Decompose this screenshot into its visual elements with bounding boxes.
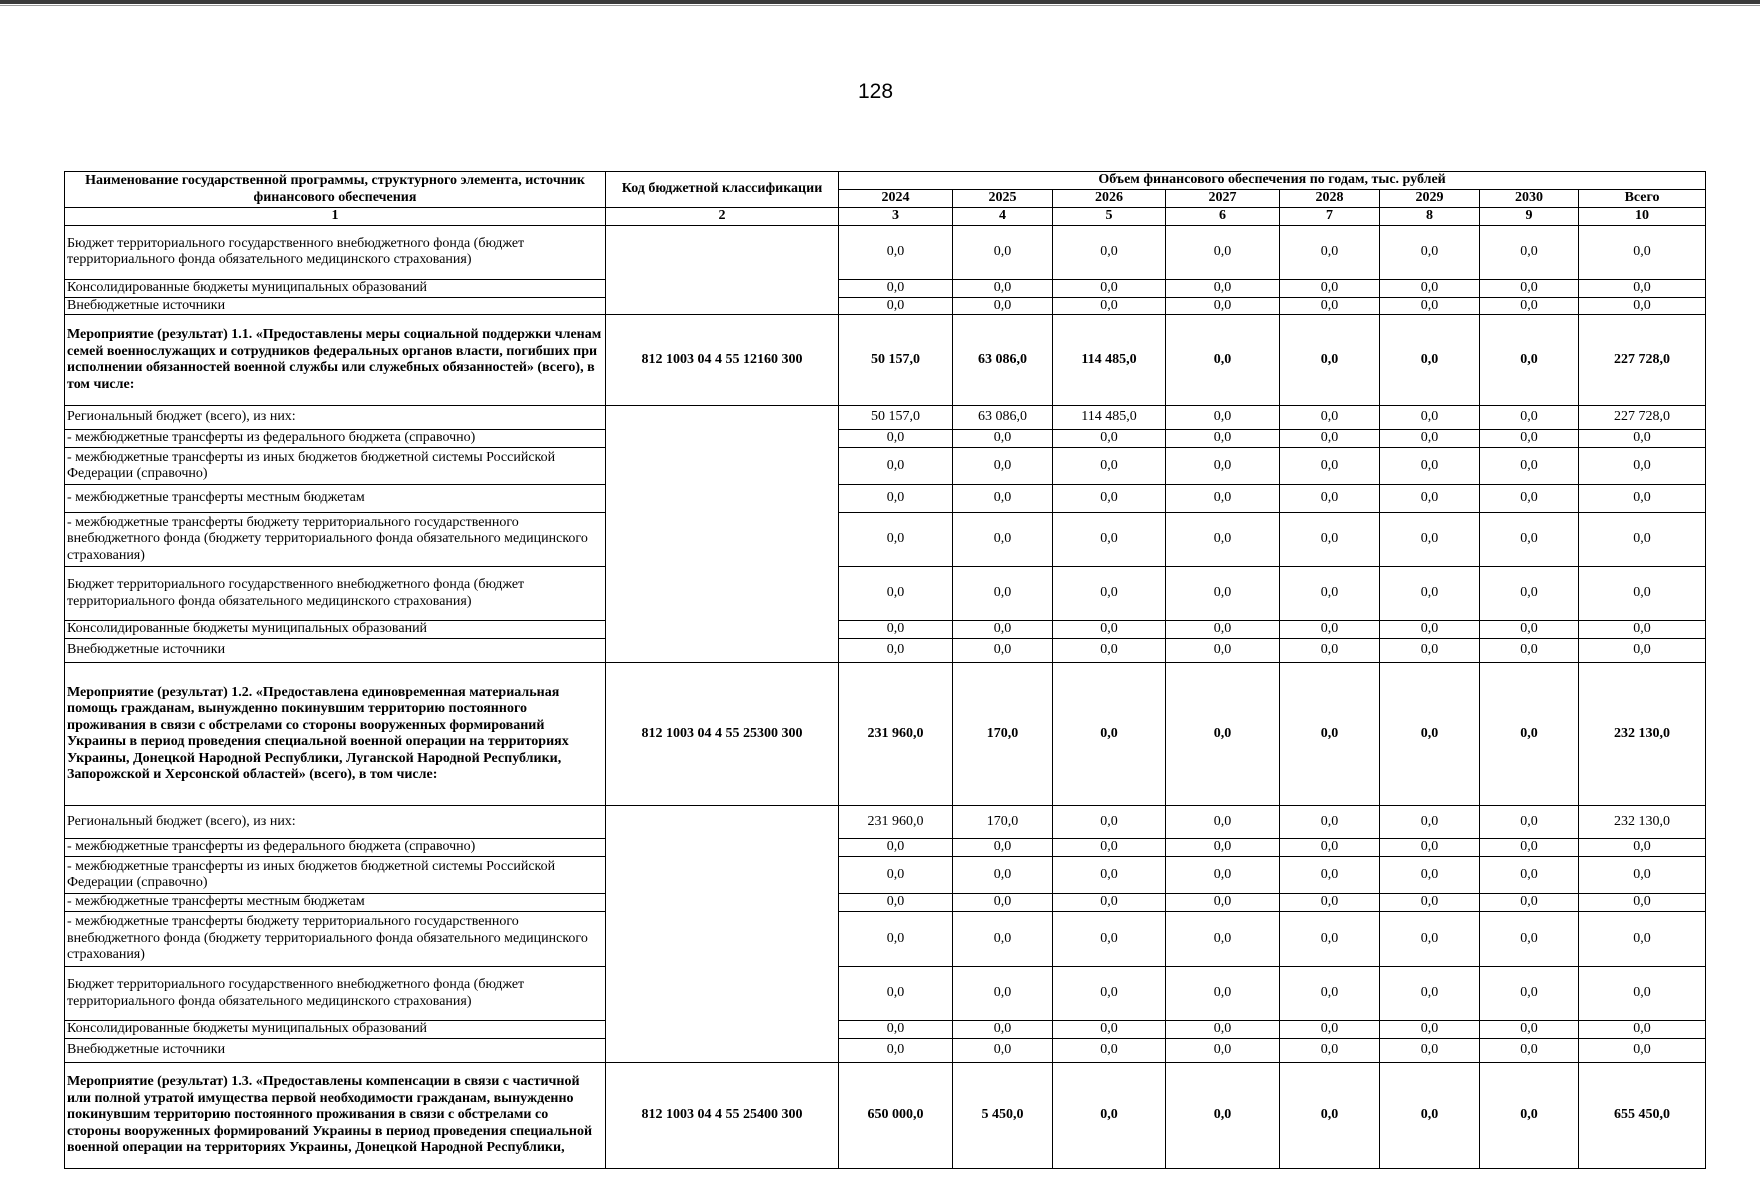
- column-number: 2: [606, 208, 839, 226]
- row-value: 0,0: [1480, 1063, 1579, 1169]
- column-number: 6: [1166, 208, 1280, 226]
- row-value: 0,0: [839, 839, 953, 857]
- page-number: 128: [858, 80, 894, 103]
- row-value: 0,0: [1166, 448, 1280, 485]
- row-value: 0,0: [1380, 315, 1480, 406]
- row-value: 0,0: [839, 279, 953, 297]
- row-value: 227 728,0: [1579, 315, 1706, 406]
- row-value: 231 960,0: [839, 806, 953, 839]
- table-row: [65, 448, 1706, 485]
- row-value: 0,0: [1053, 279, 1166, 297]
- row-value: 0,0: [1380, 448, 1480, 485]
- row-value: 0,0: [1380, 912, 1480, 967]
- table-row: [65, 894, 1706, 912]
- row-value: 0,0: [1053, 663, 1166, 806]
- row-value: 0,0: [1280, 448, 1380, 485]
- header-year: 2028: [1280, 190, 1380, 208]
- row-name: Бюджет территориального государственного внебюджетного фонда (бюджет территориального фонда обязательного медицинского страхования): [65, 967, 606, 1021]
- row-value: 0,0: [1579, 857, 1706, 894]
- row-value: 0,0: [839, 567, 953, 621]
- row-value: 0,0: [1480, 406, 1579, 430]
- row-value: 0,0: [839, 894, 953, 912]
- row-value: 0,0: [1480, 513, 1579, 567]
- row-value: 0,0: [839, 912, 953, 967]
- row-value: 0,0: [953, 448, 1053, 485]
- header-year: 2029: [1380, 190, 1480, 208]
- table-row: [65, 315, 1706, 406]
- row-name: - межбюджетные трансферты из иных бюджетов бюджетной системы Российской Федерации (справочно): [65, 857, 606, 894]
- row-value: 0,0: [1579, 839, 1706, 857]
- row-value: 0,0: [1166, 225, 1280, 279]
- row-value: 0,0: [1380, 967, 1480, 1021]
- row-value: 0,0: [839, 225, 953, 279]
- header-name: Наименование государственной программы, структурного элемента, источник финансового обеспечения: [65, 172, 606, 208]
- row-value: 0,0: [1053, 1021, 1166, 1039]
- row-value: 0,0: [1579, 639, 1706, 663]
- row-value: 0,0: [1579, 448, 1706, 485]
- row-value: 0,0: [953, 857, 1053, 894]
- row-value: 0,0: [1380, 1063, 1480, 1169]
- row-value: 0,0: [1053, 639, 1166, 663]
- row-value: 0,0: [1280, 430, 1380, 448]
- row-value: 650 000,0: [839, 1063, 953, 1169]
- row-value: 0,0: [839, 621, 953, 639]
- row-value: 0,0: [1480, 806, 1579, 839]
- column-number: 4: [953, 208, 1053, 226]
- row-code: [606, 225, 839, 315]
- row-value: 0,0: [1053, 485, 1166, 513]
- row-value: 0,0: [1480, 315, 1579, 406]
- row-code: 812 1003 04 4 55 12160 300: [606, 315, 839, 406]
- row-value: 0,0: [953, 1021, 1053, 1039]
- row-value: 0,0: [1166, 621, 1280, 639]
- table-row: [65, 225, 1706, 279]
- row-value: 0,0: [1053, 513, 1166, 567]
- row-value: 0,0: [1166, 430, 1280, 448]
- row-value: 0,0: [1280, 839, 1380, 857]
- row-value: 0,0: [1280, 857, 1380, 894]
- row-value: 232 130,0: [1579, 806, 1706, 839]
- row-value: 0,0: [1166, 279, 1280, 297]
- row-value: 0,0: [1380, 639, 1480, 663]
- row-value: 0,0: [1579, 279, 1706, 297]
- row-value: 0,0: [839, 430, 953, 448]
- row-name: - межбюджетные трансферты местным бюджетам: [65, 485, 606, 513]
- row-value: 63 086,0: [953, 315, 1053, 406]
- row-value: 0,0: [1380, 225, 1480, 279]
- row-value: 0,0: [1280, 513, 1380, 567]
- table-row: [65, 1039, 1706, 1063]
- financing-table: [64, 171, 1706, 1169]
- row-value: 0,0: [1053, 839, 1166, 857]
- row-value: 0,0: [1480, 279, 1579, 297]
- row-value: 0,0: [1380, 297, 1480, 315]
- row-value: 0,0: [1480, 639, 1579, 663]
- row-value: 50 157,0: [839, 315, 953, 406]
- row-value: 231 960,0: [839, 663, 953, 806]
- row-value: 0,0: [1280, 967, 1380, 1021]
- table-row: [65, 430, 1706, 448]
- row-value: 0,0: [1280, 315, 1380, 406]
- row-code: 812 1003 04 4 55 25400 300: [606, 1063, 839, 1169]
- row-value: 0,0: [1380, 567, 1480, 621]
- row-value: 0,0: [1380, 513, 1480, 567]
- row-value: 0,0: [1579, 894, 1706, 912]
- row-value: 0,0: [1579, 1021, 1706, 1039]
- row-value: 0,0: [953, 967, 1053, 1021]
- row-code: [606, 406, 839, 663]
- row-value: 0,0: [953, 1039, 1053, 1063]
- table-row: [65, 513, 1706, 567]
- row-value: 0,0: [1380, 485, 1480, 513]
- row-code: [606, 806, 839, 1063]
- row-value: 0,0: [839, 448, 953, 485]
- row-code: 812 1003 04 4 55 25300 300: [606, 663, 839, 806]
- row-value: 0,0: [1480, 621, 1579, 639]
- row-value: 0,0: [1053, 967, 1166, 1021]
- row-value: 0,0: [1480, 663, 1579, 806]
- row-value: 0,0: [1053, 448, 1166, 485]
- row-value: 0,0: [1480, 448, 1579, 485]
- header-year: 2030: [1480, 190, 1579, 208]
- row-value: 0,0: [1280, 621, 1380, 639]
- row-name: Консолидированные бюджеты муниципальных образований: [65, 621, 606, 639]
- row-value: 0,0: [1579, 621, 1706, 639]
- column-number: 7: [1280, 208, 1380, 226]
- row-value: 0,0: [1280, 567, 1380, 621]
- row-value: 0,0: [839, 485, 953, 513]
- row-value: 0,0: [1166, 967, 1280, 1021]
- row-name: - межбюджетные трансферты из иных бюджетов бюджетной системы Российской Федерации (справочно): [65, 448, 606, 485]
- column-number: 9: [1480, 208, 1579, 226]
- row-name: Мероприятие (результат) 1.2. «Предоставлена единовременная материальная помощь гражданам, вынужденно покинувшим территорию постоянного проживания в связи с обстрелами со стороны вооруженных формирований Украины в период проведения специальной военной операции на территориях Украины, Донецкой Народной Республики, Луганской Народной Республики, Запорожской и Херсонской областей» (всего), в том числе:: [65, 663, 606, 806]
- row-value: 0,0: [1166, 315, 1280, 406]
- row-value: 0,0: [1166, 1021, 1280, 1039]
- header-year: 2025: [953, 190, 1053, 208]
- row-value: 0,0: [1280, 406, 1380, 430]
- row-name: Региональный бюджет (всего), из них:: [65, 406, 606, 430]
- row-value: 0,0: [1280, 806, 1380, 839]
- row-value: 0,0: [1579, 567, 1706, 621]
- row-value: 0,0: [1380, 430, 1480, 448]
- row-value: 0,0: [953, 297, 1053, 315]
- row-value: 0,0: [953, 912, 1053, 967]
- row-value: 0,0: [1579, 297, 1706, 315]
- column-number: 10: [1579, 208, 1706, 226]
- row-name: Мероприятие (результат) 1.1. «Предоставлены меры социальной поддержки членам семей военнослужащих и сотрудников федеральных органов власти, погибших при исполнении обязанностей военной службы или служебных обязанностей» (всего), в том числе:: [65, 315, 606, 406]
- row-value: 0,0: [1480, 567, 1579, 621]
- row-value: 0,0: [1480, 912, 1579, 967]
- table-row: [65, 967, 1706, 1021]
- row-value: 0,0: [1280, 1021, 1380, 1039]
- row-value: 0,0: [1053, 225, 1166, 279]
- table-row: [65, 912, 1706, 967]
- table-row: [65, 485, 1706, 513]
- row-value: 0,0: [1280, 225, 1380, 279]
- row-value: 63 086,0: [953, 406, 1053, 430]
- row-value: 5 450,0: [953, 1063, 1053, 1169]
- row-value: 0,0: [1280, 912, 1380, 967]
- header-year: 2024: [839, 190, 953, 208]
- row-value: 0,0: [1166, 639, 1280, 663]
- row-value: 0,0: [1280, 894, 1380, 912]
- row-value: 0,0: [953, 839, 1053, 857]
- row-value: 0,0: [839, 639, 953, 663]
- table-row: [65, 839, 1706, 857]
- row-name: - межбюджетные трансферты местным бюджетам: [65, 894, 606, 912]
- column-number: 5: [1053, 208, 1166, 226]
- table-row: [65, 567, 1706, 621]
- row-value: 0,0: [953, 621, 1053, 639]
- row-value: 0,0: [1166, 1039, 1280, 1063]
- row-value: 0,0: [1380, 621, 1480, 639]
- row-value: 0,0: [839, 967, 953, 1021]
- row-value: 0,0: [1480, 967, 1579, 1021]
- table-row: [65, 621, 1706, 639]
- row-value: 0,0: [1053, 621, 1166, 639]
- row-value: 0,0: [1579, 1039, 1706, 1063]
- row-value: 0,0: [1280, 279, 1380, 297]
- row-value: 0,0: [1380, 406, 1480, 430]
- column-number: 3: [839, 208, 953, 226]
- row-value: 0,0: [1380, 279, 1480, 297]
- row-value: 0,0: [1053, 1039, 1166, 1063]
- row-value: 0,0: [1480, 894, 1579, 912]
- row-value: 0,0: [1053, 1063, 1166, 1169]
- row-value: 0,0: [1579, 225, 1706, 279]
- row-value: 0,0: [1280, 297, 1380, 315]
- row-value: 0,0: [1166, 567, 1280, 621]
- scan-top-border-shadow: [0, 5, 1760, 6]
- row-value: 0,0: [1166, 857, 1280, 894]
- row-value: 0,0: [1480, 839, 1579, 857]
- row-value: 0,0: [1166, 894, 1280, 912]
- row-value: 0,0: [1480, 225, 1579, 279]
- row-value: 0,0: [1053, 894, 1166, 912]
- row-value: 655 450,0: [1579, 1063, 1706, 1169]
- scan-top-border: [0, 0, 1760, 4]
- row-value: 0,0: [1053, 912, 1166, 967]
- table-row: [65, 406, 1706, 430]
- row-name: Внебюджетные источники: [65, 639, 606, 663]
- row-value: 0,0: [1053, 430, 1166, 448]
- row-value: 0,0: [1280, 1063, 1380, 1169]
- row-value: 170,0: [953, 806, 1053, 839]
- column-number: 1: [65, 208, 606, 226]
- header-year: 2027: [1166, 190, 1280, 208]
- row-value: 0,0: [1166, 1063, 1280, 1169]
- row-value: 0,0: [1380, 1021, 1480, 1039]
- table-row: [65, 279, 1706, 297]
- row-name: Региональный бюджет (всего), из них:: [65, 806, 606, 839]
- row-value: 0,0: [953, 639, 1053, 663]
- row-name: - межбюджетные трансферты из федерального бюджета (справочно): [65, 839, 606, 857]
- header-code: Код бюджетной классификации: [606, 172, 839, 208]
- table-row: [65, 1021, 1706, 1039]
- row-value: 0,0: [1480, 485, 1579, 513]
- row-value: 232 130,0: [1579, 663, 1706, 806]
- row-value: 50 157,0: [839, 406, 953, 430]
- row-name: Бюджет территориального государственного внебюджетного фонда (бюджет территориального фонда обязательного медицинского страхования): [65, 567, 606, 621]
- row-value: 0,0: [1380, 857, 1480, 894]
- row-value: 114 485,0: [1053, 315, 1166, 406]
- row-value: 0,0: [953, 225, 1053, 279]
- row-value: 0,0: [839, 297, 953, 315]
- header-volume: Объем финансового обеспечения по годам, тыс. рублей: [839, 172, 1706, 190]
- row-name: Консолидированные бюджеты муниципальных образований: [65, 1021, 606, 1039]
- row-value: 227 728,0: [1579, 406, 1706, 430]
- row-value: 0,0: [953, 567, 1053, 621]
- row-value: 0,0: [1579, 430, 1706, 448]
- table-row: [65, 639, 1706, 663]
- row-value: 0,0: [1053, 297, 1166, 315]
- row-value: 0,0: [1380, 806, 1480, 839]
- row-value: 0,0: [1166, 663, 1280, 806]
- row-name: - межбюджетные трансферты из федерального бюджета (справочно): [65, 430, 606, 448]
- row-value: 0,0: [1480, 297, 1579, 315]
- table-row: [65, 857, 1706, 894]
- row-value: 0,0: [1166, 839, 1280, 857]
- row-value: 0,0: [1579, 967, 1706, 1021]
- row-name: - межбюджетные трансферты бюджету территориального государственного внебюджетного фонда (бюджету территориального фонда обязательного медицинского страхования): [65, 912, 606, 967]
- row-value: 0,0: [839, 1039, 953, 1063]
- header-year: 2026: [1053, 190, 1166, 208]
- row-value: 0,0: [1380, 894, 1480, 912]
- row-value: 0,0: [1380, 663, 1480, 806]
- row-value: 0,0: [953, 485, 1053, 513]
- row-value: 0,0: [1280, 639, 1380, 663]
- table-row: [65, 1063, 1706, 1169]
- row-value: 0,0: [1579, 912, 1706, 967]
- row-value: 0,0: [1380, 1039, 1480, 1063]
- table-row: [65, 663, 1706, 806]
- row-value: 0,0: [839, 857, 953, 894]
- row-value: 0,0: [1166, 513, 1280, 567]
- row-value: 0,0: [1579, 513, 1706, 567]
- row-value: 0,0: [1480, 430, 1579, 448]
- row-value: 0,0: [1166, 406, 1280, 430]
- row-value: 0,0: [1053, 806, 1166, 839]
- row-value: 0,0: [1480, 857, 1579, 894]
- row-value: 0,0: [1480, 1039, 1579, 1063]
- row-name: Внебюджетные источники: [65, 297, 606, 315]
- row-value: 0,0: [953, 279, 1053, 297]
- row-name: Внебюджетные источники: [65, 1039, 606, 1063]
- row-value: 0,0: [953, 894, 1053, 912]
- row-value: 0,0: [1166, 912, 1280, 967]
- header-total: Всего: [1579, 190, 1706, 208]
- row-value: 0,0: [1280, 485, 1380, 513]
- row-value: 0,0: [1166, 806, 1280, 839]
- row-value: 0,0: [1380, 839, 1480, 857]
- row-value: 0,0: [1053, 857, 1166, 894]
- row-value: 0,0: [1280, 1039, 1380, 1063]
- row-value: 0,0: [953, 513, 1053, 567]
- row-value: 0,0: [1579, 485, 1706, 513]
- row-name: Бюджет территориального государственного внебюджетного фонда (бюджет территориального фонда обязательного медицинского страхования): [65, 225, 606, 279]
- row-value: 0,0: [1166, 485, 1280, 513]
- row-value: 114 485,0: [1053, 406, 1166, 430]
- row-value: 0,0: [839, 513, 953, 567]
- row-value: 0,0: [1480, 1021, 1579, 1039]
- row-value: 0,0: [953, 430, 1053, 448]
- row-name: - межбюджетные трансферты бюджету территориального государственного внебюджетного фонда (бюджету территориального фонда обязательного медицинского страхования): [65, 513, 606, 567]
- row-value: 0,0: [1280, 663, 1380, 806]
- row-name: Консолидированные бюджеты муниципальных образований: [65, 279, 606, 297]
- row-value: 170,0: [953, 663, 1053, 806]
- row-value: 0,0: [1166, 297, 1280, 315]
- column-number: 8: [1380, 208, 1480, 226]
- table-row: [65, 806, 1706, 839]
- row-value: 0,0: [1053, 567, 1166, 621]
- row-name: Мероприятие (результат) 1.3. «Предоставлены компенсации в связи с частичной или полной утратой имущества первой необходимости гражданам, вынужденно покинувшим территорию постоянного проживания в связи с обстрелами со стороны вооруженных формирований Украины в период проведения специальной военной операции на территориях Украины, Донецкой Народной Республики,: [65, 1063, 606, 1169]
- row-value: 0,0: [839, 1021, 953, 1039]
- table-row: [65, 297, 1706, 315]
